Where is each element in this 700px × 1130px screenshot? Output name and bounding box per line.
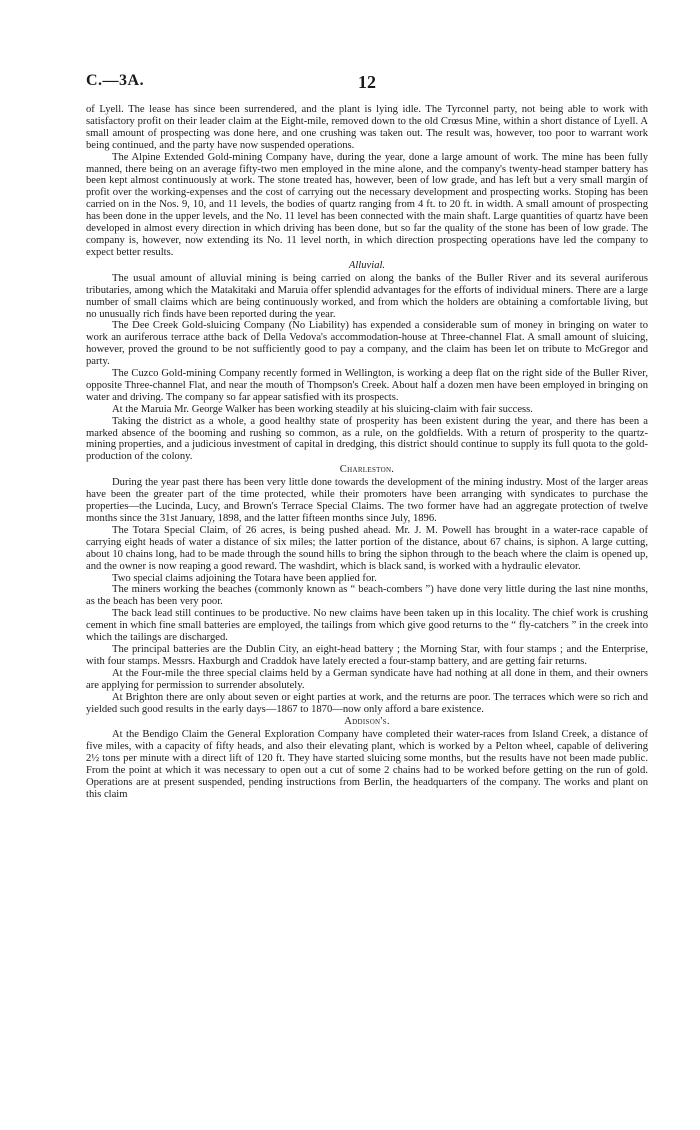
paragraph: The Dee Creek Gold-sluicing Company (No Liability) has expended a considerable sum of money in bringing on water to work an auriferous terrace atthe back of Della Vedova's accommodation-house at Three-channel Flat. A small amount of sluicing, however, proved the ground to be not sufficiently good to pay a company, and the claim has been let on tribute to McGregor and party. (86, 320, 648, 368)
paragraph: The principal batteries are the Dublin City, an eight-head battery ; the Morning Star, with four stamps ; and the Enterprise, with four stamps. Messrs. Haxburgh and Craddok have lately erected a four-stamp battery, and are getting fair returns. (86, 643, 648, 667)
paragraph: At Brighton there are only about seven or eight parties at work, and the returns are poor. The terraces which were so rich and yielded such good results in the early days—1867 to 1870—now only afford a bare existence. (86, 691, 648, 715)
section-lyell-continued (86, 104, 648, 259)
paragraph: At the Maruia Mr. George Walker has been working steadily at his sluicing-claim with fair success. (112, 403, 533, 415)
paragraph: During the year past there has been very little done towards the development of the mining industry. Most of the larger areas have been the greater part of the time protected, while their promoters have been arranging with syndicates to purchase the properties—the Lucinda, Lucy, and Brown's Terrace Special Claims. The two former have had an aggregate protection of twelve months since the 31st January, 1898, and the latter fifteen months since July, 1896. (86, 477, 648, 524)
section-charleston (86, 464, 648, 715)
paragraph: The Totara Special Claim, of 26 acres, is being pushed ahead. Mr. J. M. Powell has brought in a water-race capable of carrying eight heads of water a distance of six miles; the latter portion of the distance, about 67 chains, is siphon. A large cutting, about 10 chains long, had to be made through the sound hills to bring the siphon through to the beach where the claim is opened up, and the owner is now reaping a good reward. The washdirt, which is black sand, is worked with a hydraulic elevator. (86, 524, 648, 572)
section-addisons (86, 716, 648, 800)
paragraph: At the Bendigo Claim the General Exploration Company have completed their water-races from Island Creek, a distance of five miles, with a capacity of fifty heads, and also their elevating plant, which is worked by a Pelton wheel, capable of delivering 2½ tons per minute with a direct lift of 120 ft. They have started sluicing some months, but the results have not been made public. From the point at which it was necessary to open out a cut of some 2 chains had to be worked before getting on the run of gold. Operations are at present suspended, pending instructions from Berlin, the headquarters of the company. The works and plant on this claim (86, 729, 648, 800)
paragraph: At the Four-mile the three special claims held by a German syndicate have had nothing at all done in them, and their owners are applying for permission to surrender absolutely. (86, 667, 648, 691)
section-heading: Alluvial. (348, 259, 386, 271)
page-number: 12 (358, 72, 376, 92)
document-reference: C.—3A. (86, 72, 145, 89)
paragraph: of Lyell. The lease has since been surrendered, and the plant is lying idle. The Tyrconnel party, not being able to work with satisfactory profit on their leader claim at the Eight-mile, removed down to the old Crœsus Mine, within a short distance of Lyell. A small amount of prospecting was done here, and one crushing was taken out. The result was, however, too poor to warrant work being continued, and the party have now suspended operations. (86, 104, 648, 151)
page-header (86, 72, 648, 98)
paragraph: Two special claims adjoining the Totara have been applied for. (112, 572, 377, 584)
paragraph: The Cuzco Gold-mining Company recently formed in Wellington, is working a deep flat on the right side of the Buller River, opposite Three-channel Flat, and near the mouth of Thompson's Creek. About half a dozen men have been employed in bringing on water and driving. The company so far appear satisfied with its prospects. (86, 368, 648, 403)
section-heading: Addison's. (344, 716, 390, 728)
paragraph: Taking the district as a whole, a good healthy state of prosperity has been existent during the year, and there has been a marked absence of the booming and rushing so common, as a rule, on the goldfields. With a return of prosperity to the quartz-mining properties, and a judicious investment of capital in dredging, this district should continue to supply its full quota to the gold-production of the colony. (86, 415, 648, 463)
paragraph: The Alpine Extended Gold-mining Company have, during the year, done a large amount of work. The mine has been fully manned, there being on an average fifty-two men employed in the mine alone, and the company's twenty-head stamper battery has been kept almost continuously at work. The stone treated has, however, been of low grade, and has left but a very small margin of profit over the working-expenses and the cost of carrying out the necessary development and prospecting works. Stoping has been carried on in the Nos. 9, 10, and 11 levels, the bodies of quartz ranging from 4 ft. to 20 ft. in width. A small amount of prospecting has been done in the upper levels, and the No. 11 level has been connected with the main shaft. Large quantities of quartz have been developed in almost every direction in which driving has been done, but so far the quality of the stone has been of low grade. The company is, however, now extending its No. 11 level north, in which direction prospecting operations have led the company to expect better results. (86, 151, 648, 258)
paragraph: The usual amount of alluvial mining is being carried on along the banks of the Buller River and its several auriferous tributaries, among which the Matakitaki and Maruia offer splendid advantages for the efforts of individual miners. There are a large number of small claims which are being continuously worked, and from which the holders are obtaining a comfortable living, but no unusually rich finds have been reported during the year. (86, 272, 648, 320)
paragraph: The back lead still continues to be productive. No new claims have been taken up in this locality. The chief work is crushing cement in which fine small batteries are employed, the tailings from which give good returns to the “ fly-catchers ” in the creek into which the tailings are discharged. (86, 608, 648, 644)
document-body (86, 104, 648, 801)
paragraph: The miners working the beaches (commonly known as “ beach-combers ”) have done very little during the last nine months, as the beach has been very poor. (86, 584, 648, 608)
section-alluvial (86, 260, 648, 464)
section-heading: Charleston. (339, 464, 395, 476)
